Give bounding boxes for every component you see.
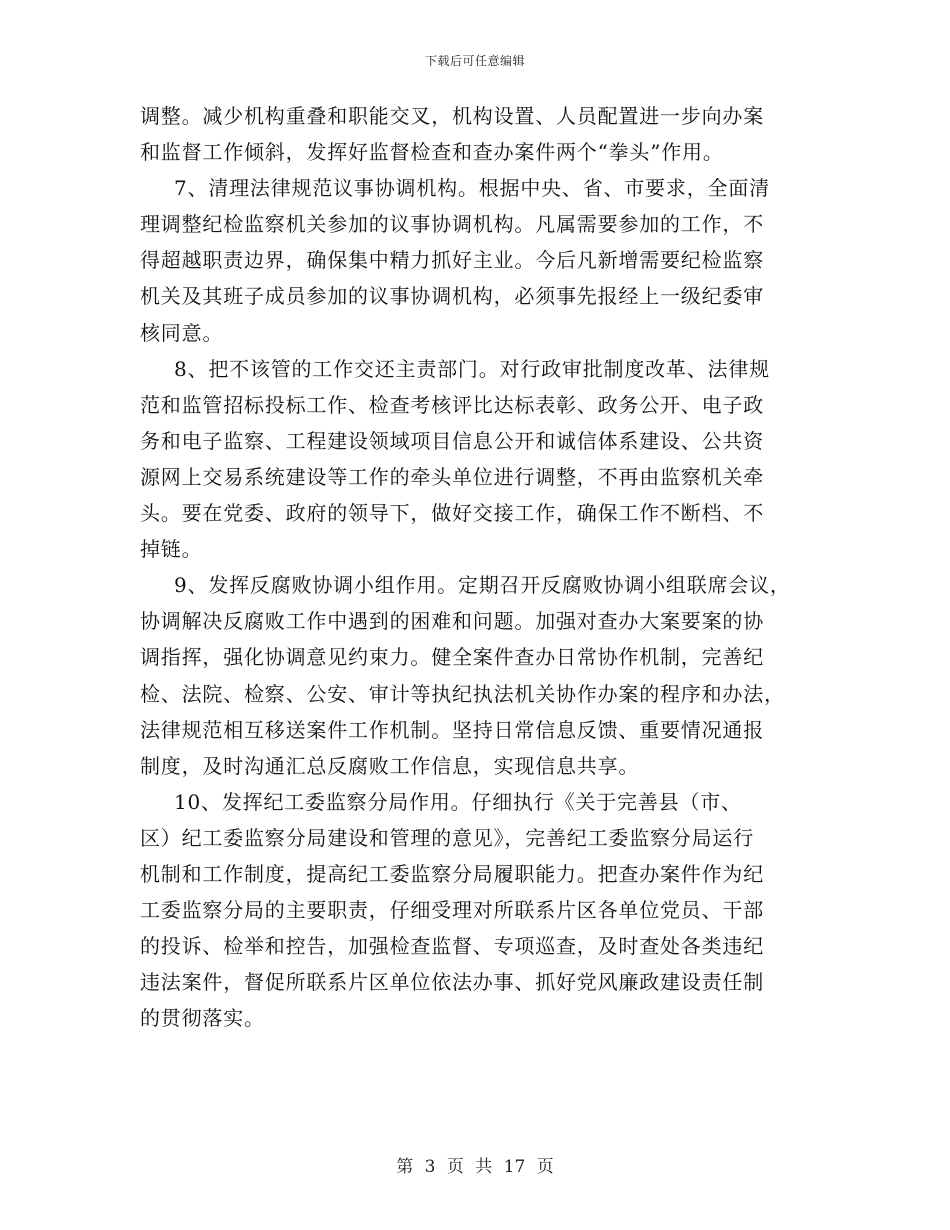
- paragraph-start-line: 9、发挥反腐败协调小组作用。定期召开反腐败协调小组联席会议，: [174, 573, 791, 598]
- text-line: 的贯彻落实。: [140, 1006, 265, 1031]
- page-number: 第 3 页 共 17 页: [396, 1157, 554, 1177]
- text-line: 调指挥，强化协调意见约束力。健全案件查办日常协作机制，完善纪: [140, 645, 764, 670]
- text-line: 机制和工作制度，提高纪工委监察分局履职能力。把查办案件作为纪: [140, 861, 764, 886]
- text-line: 头。要在党委、政府的领导下，做好交接工作，确保工作不断档、不: [140, 501, 764, 526]
- paragraph-start-line: 8、把不该管的工作交还主责部门。对行政审批制度改革、法律规: [174, 356, 770, 381]
- text-line: 范和监管招标投标工作、检查考核评比达标表彰、政务公开、电子政: [140, 392, 764, 417]
- text-line: 违法案件，督促所联系片区单位依法办事、抓好党风廉政建设责任制: [140, 970, 764, 995]
- text-line: 检、法院、检察、公安、审计等执纪执法机关协作办案的程序和办法，: [140, 681, 785, 706]
- paragraph-start-line: 10、发挥纪工委监察分局作用。仔细执行《关于完善县（市、: [174, 789, 742, 814]
- text-line: 的投诉、检举和控告，加强检查监督、专项巡查，及时查处各类违纪: [140, 934, 764, 959]
- paragraph-start-line: 7、清理法律规范议事协调机构。根据中央、省、市要求，全面清: [174, 176, 770, 201]
- text-line: 协调解决反腐败工作中遇到的困难和问题。加强对查办大案要案的协: [140, 609, 764, 634]
- text-line: 理调整纪检监察机关参加的议事协调机构。凡属需要参加的工作，不: [140, 212, 764, 237]
- text-line: 机关及其班子成员参加的议事协调机构，必须事先报经上一级纪委审: [140, 284, 764, 309]
- text-line: 工委监察分局的主要职责，仔细受理对所联系片区各单位党员、干部: [140, 898, 764, 923]
- page-header: 下载后可任意编辑: [424, 54, 525, 68]
- text-line: 得超越职责边界，确保集中精力抓好主业。今后凡新增需要纪检监察: [140, 248, 764, 273]
- document-body: [140, 98, 812, 1036]
- text-line: 源网上交易系统建设等工作的牵头单位进行调整，不再由监察机关牵: [140, 464, 764, 489]
- text-line: 掉链。: [140, 537, 203, 562]
- text-line: 制度，及时沟通汇总反腐败工作信息，实现信息共享。: [140, 753, 640, 778]
- text-line: 务和电子监察、工程建设领域项目信息公开和诚信体系建设、公共资: [140, 428, 764, 453]
- text-line: 区）纪工委监察分局建设和管理的意见》，完善纪工委监察分局运行: [140, 825, 754, 850]
- text-line: 法律规范相互移送案件工作机制。坚持日常信息反馈、重要情况通报: [140, 717, 764, 742]
- text-line: 调整。减少机构重叠和职能交叉，机构设置、人员配置进一步向办案: [140, 104, 764, 128]
- text-line: 和监督工作倾斜，发挥好监督检查和查办案件两个“拳头”作用。: [140, 140, 724, 165]
- text-line: 核同意。: [140, 320, 224, 345]
